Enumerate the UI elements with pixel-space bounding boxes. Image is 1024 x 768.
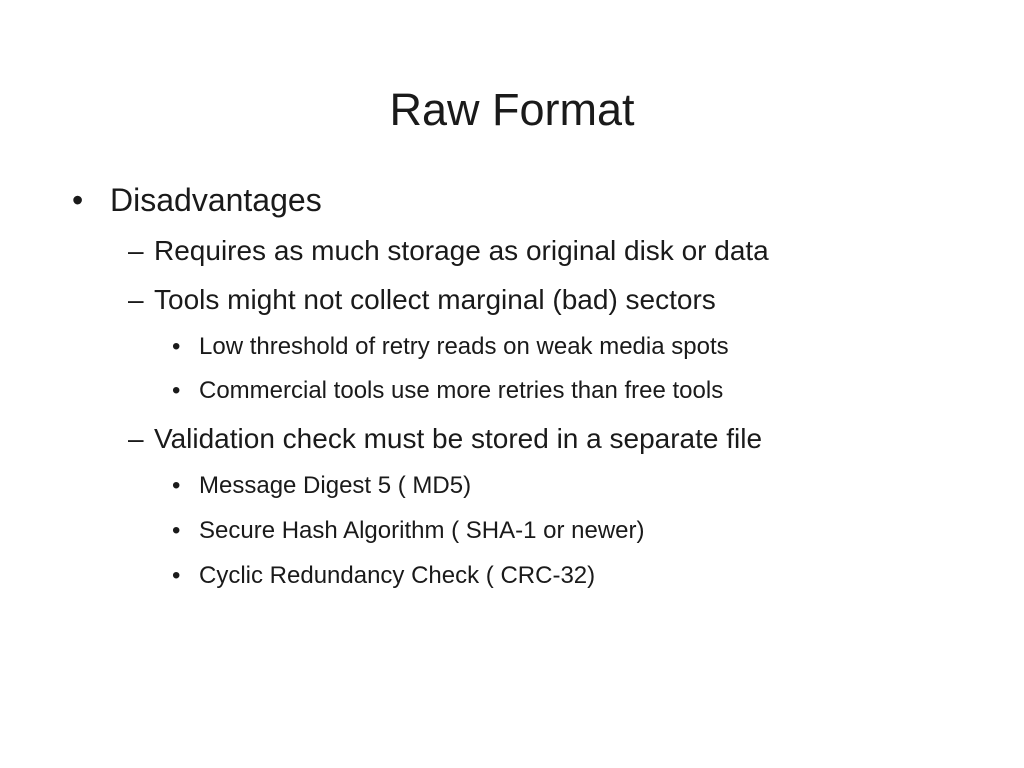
sub-bullet-text: Requires as much storage as original disk or data <box>154 235 769 266</box>
bullet-marker: • <box>172 562 181 589</box>
list-item-text: Message Digest 5 ( MD5) <box>199 472 472 499</box>
dash-marker: – <box>128 284 144 315</box>
bullet-text: Disadvantages <box>110 182 322 218</box>
list-item-md5 <box>172 471 471 501</box>
dash-marker: – <box>128 235 144 266</box>
bullet-marker: • <box>72 182 84 218</box>
sub-bullet-text: Tools might not collect marginal (bad) sectors <box>154 284 716 315</box>
sub-bullet-text: Validation check must be stored in a separate file <box>154 423 763 454</box>
list-item-text: Low threshold of retry reads on weak media spots <box>199 333 729 360</box>
list-item-crc32 <box>172 561 595 591</box>
bullet-disadvantages <box>72 180 322 220</box>
list-item-text: Cyclic Redundancy Check ( CRC-32) <box>199 562 596 589</box>
bullet-marker: • <box>172 472 181 499</box>
list-item-low-threshold <box>172 332 729 362</box>
list-item-text: Commercial tools use more retries than free tools <box>199 377 724 404</box>
dash-marker: – <box>128 423 144 454</box>
sub-bullet-validation <box>128 421 762 457</box>
list-item-sha1 <box>172 516 645 546</box>
bullet-marker: • <box>172 377 181 404</box>
slide-title: Raw Format <box>389 84 635 135</box>
sub-bullet-storage <box>128 233 769 269</box>
bullet-marker: • <box>172 517 181 544</box>
bullet-marker: • <box>172 333 181 360</box>
list-item-text: Secure Hash Algorithm ( SHA-1 or newer) <box>199 517 645 544</box>
list-item-commercial-tools <box>172 376 723 406</box>
sub-bullet-tools <box>128 282 716 318</box>
